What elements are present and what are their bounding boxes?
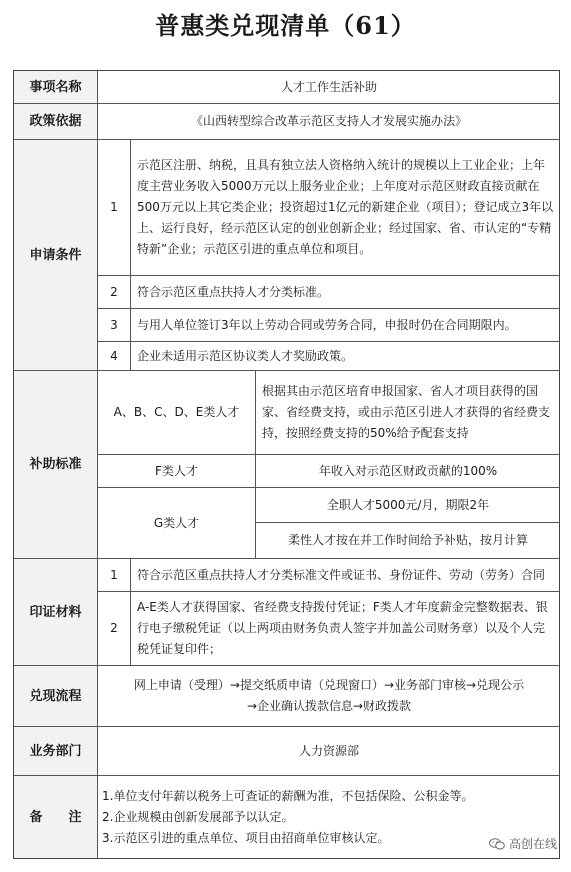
subsidy-f-label: F类人才 (98, 455, 256, 488)
condition-text: 企业未适用示范区协议类人才奖励政策。 (131, 342, 560, 371)
policy-basis-value: 《山西转型综合改革示范区支持人才发展实施办法》 (98, 104, 560, 140)
department-value: 人力资源部 (98, 727, 560, 776)
note-item: 1.单位支付年薪以税务上可查证的薪酬为准，不包括保险、公积金等。 (102, 788, 474, 803)
subsidy-g-text-1: 全职人才5000元/月，期限2年 (256, 488, 560, 523)
policy-basis-label: 政策依据 (14, 104, 98, 140)
subsidy-f-text: 年收入对示范区财政贡献的100% (256, 455, 560, 488)
process-value (98, 666, 560, 727)
watermark-text: 高创在线 (508, 837, 557, 851)
evidence-num: 2 (98, 592, 131, 666)
item-name-value: 人才工作生活补助 (98, 71, 560, 104)
condition-text: 示范区注册、纳税，且具有独立法人资格纳入统计的规模以上工业企业；上年度主营业务收入5000万元以上服务业企业；上年度对示范区财政直接贡献在500万元以上其它类企业；投资超过1亿元的新建企业（项目）；登记成立3年以上、运行良好，经示范区认定的创业创新企业；经过国家、省、市认定的“专精特新”企业；示范区引进的重点单位和项目。 (131, 140, 560, 276)
watermark (489, 835, 557, 852)
page-title: 普惠类兑现清单（61） (155, 11, 416, 40)
department-label: 业务部门 (14, 727, 98, 776)
item-name-label: 事项名称 (14, 71, 98, 104)
subsidy-g-text-2: 柔性人才按在并工作时间给予补贴，按月计算 (256, 523, 560, 559)
condition-num: 3 (98, 309, 131, 342)
process-line-2: →企业确认拨款信息→财政拨款 (246, 699, 412, 713)
condition-text: 符合示范区重点扶持人才分类标准。 (131, 276, 560, 309)
policy-table (13, 70, 560, 859)
condition-num: 4 (98, 342, 131, 371)
evidence-text: 符合示范区重点扶持人才分类标准文件或证书、身份证件、劳动（劳务）合同 (131, 559, 560, 592)
wechat-icon (489, 838, 505, 850)
evidence-num: 1 (98, 559, 131, 592)
condition-num: 2 (98, 276, 131, 309)
condition-num: 1 (98, 140, 131, 276)
evidence-label: 印证材料 (14, 559, 98, 666)
subsidy-label: 补助标准 (14, 371, 98, 559)
subsidy-ae-label: A、B、C、D、E类人才 (98, 371, 256, 455)
subsidy-g-label: G类人才 (98, 488, 256, 559)
evidence-text: A-E类人才获得国家、省经费支持拨付凭证；F类人才年度薪金完整数据表、银行电子缴税凭证（以上两项由财务负责人签字并加盖公司财务章）以及个人完税凭证复印件； (131, 592, 560, 666)
notes-label: 备 注 (14, 776, 98, 858)
conditions-label: 申请条件 (14, 140, 98, 371)
note-item: 2.企业规模由创新发展部予以认定。 (102, 809, 294, 824)
condition-text: 与用人单位签订3年以上劳动合同或劳务合同，申报时仍在合同期限内。 (131, 309, 560, 342)
process-line-1: 网上申请（受理）→提交纸质申请（兑现窗口）→业务部门审核→兑现公示 (133, 678, 525, 692)
process-label: 兑现流程 (14, 666, 98, 727)
subsidy-ae-text: 根据其由示范区培育申报国家、省人才项目获得的国家、省经费支持，或由示范区引进人才获得的省经费支持，按照经费支持的50%给予配套支持 (256, 371, 560, 455)
note-item: 3.示范区引进的重点单位、项目由招商单位审核认定。 (102, 830, 390, 845)
